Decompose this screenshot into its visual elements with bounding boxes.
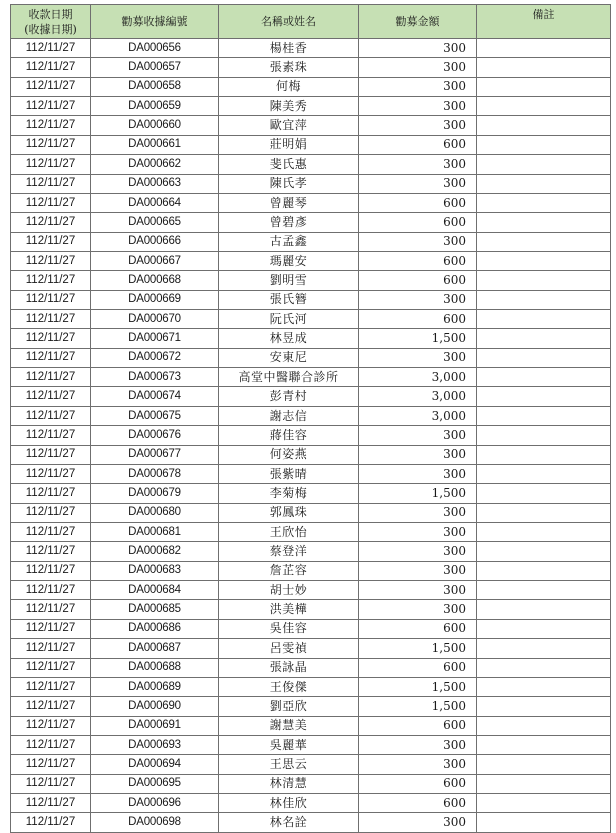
receipt-number-cell: DA000677 [91, 445, 219, 464]
donor-name-cell: 何姿燕 [219, 445, 359, 464]
header-amount: 勸募金額 [359, 5, 477, 39]
donor-name-cell: 劉亞欣 [219, 697, 359, 716]
note-cell [477, 329, 611, 348]
receipt-date-cell: 112/11/27 [11, 484, 91, 503]
note-cell [477, 348, 611, 367]
receipt-date-cell: 112/11/27 [11, 77, 91, 96]
receipt-date-cell: 112/11/27 [11, 116, 91, 135]
receipt-date-cell: 112/11/27 [11, 39, 91, 58]
receipt-number-cell: DA000680 [91, 503, 219, 522]
note-cell [477, 97, 611, 116]
amount-cell: 600 [359, 774, 477, 793]
table-row [11, 464, 611, 483]
donor-name-cell: 阮氏河 [219, 310, 359, 329]
header-receipt-date [11, 5, 91, 39]
table-row [11, 503, 611, 522]
receipt-date-cell: 112/11/27 [11, 735, 91, 754]
amount-cell: 600 [359, 251, 477, 270]
table-row [11, 97, 611, 116]
amount-cell: 1,500 [359, 697, 477, 716]
receipt-date-cell: 112/11/27 [11, 135, 91, 154]
receipt-date-cell: 112/11/27 [11, 368, 91, 387]
note-cell [477, 77, 611, 96]
receipt-number-cell: DA000698 [91, 813, 219, 832]
table-row [11, 658, 611, 677]
donor-name-cell: 洪美樺 [219, 600, 359, 619]
receipt-number-cell: DA000667 [91, 251, 219, 270]
amount-cell: 300 [359, 522, 477, 541]
table-row [11, 310, 611, 329]
header-note: 備註 [477, 5, 611, 39]
receipt-number-cell: DA000670 [91, 310, 219, 329]
note-cell [477, 155, 611, 174]
receipt-number-cell: DA000693 [91, 735, 219, 754]
receipt-number-cell: DA000669 [91, 290, 219, 309]
donor-name-cell: 楊桂香 [219, 39, 359, 58]
amount-cell: 600 [359, 213, 477, 232]
amount-cell: 3,000 [359, 406, 477, 425]
receipt-date-cell: 112/11/27 [11, 445, 91, 464]
amount-cell: 3,000 [359, 387, 477, 406]
table-row [11, 155, 611, 174]
donor-name-cell: 瑪麗安 [219, 251, 359, 270]
donor-name-cell: 歐宜萍 [219, 116, 359, 135]
receipt-date-cell: 112/11/27 [11, 794, 91, 813]
receipt-number-cell: DA000689 [91, 677, 219, 696]
table-row [11, 716, 611, 735]
note-cell [477, 271, 611, 290]
header-donor-name: 名稱或姓名 [219, 5, 359, 39]
receipt-number-cell: DA000678 [91, 464, 219, 483]
receipt-date-cell: 112/11/27 [11, 658, 91, 677]
amount-cell: 1,500 [359, 484, 477, 503]
donor-name-cell: 張素珠 [219, 58, 359, 77]
donor-name-cell: 莊明娟 [219, 135, 359, 154]
table-row [11, 174, 611, 193]
note-cell [477, 290, 611, 309]
table-row [11, 813, 611, 832]
note-cell [477, 135, 611, 154]
receipt-date-cell: 112/11/27 [11, 503, 91, 522]
receipt-date-cell: 112/11/27 [11, 581, 91, 600]
donor-name-cell: 張紫晴 [219, 464, 359, 483]
table-row [11, 251, 611, 270]
receipt-number-cell: DA000676 [91, 426, 219, 445]
receipt-date-cell: 112/11/27 [11, 639, 91, 658]
header-receipt-number: 勸募收據編號 [91, 5, 219, 39]
donor-name-cell: 張詠晶 [219, 658, 359, 677]
receipt-number-cell: DA000657 [91, 58, 219, 77]
donor-name-cell: 安東尼 [219, 348, 359, 367]
donor-name-cell: 詹芷容 [219, 561, 359, 580]
donor-name-cell: 蔣佳容 [219, 426, 359, 445]
amount-cell: 300 [359, 155, 477, 174]
receipt-date-cell: 112/11/27 [11, 213, 91, 232]
receipt-date-cell: 112/11/27 [11, 193, 91, 212]
amount-cell: 1,500 [359, 329, 477, 348]
receipt-number-cell: DA000675 [91, 406, 219, 425]
note-cell [477, 755, 611, 774]
donor-name-cell: 呂雯禎 [219, 639, 359, 658]
table-row [11, 77, 611, 96]
receipt-number-cell: DA000679 [91, 484, 219, 503]
receipt-date-cell: 112/11/27 [11, 755, 91, 774]
table-row [11, 368, 611, 387]
donor-name-cell: 王俊傑 [219, 677, 359, 696]
donor-name-cell: 斐氏惠 [219, 155, 359, 174]
note-cell [477, 213, 611, 232]
table-header-row [11, 5, 611, 39]
note-cell [477, 387, 611, 406]
receipt-date-cell: 112/11/27 [11, 387, 91, 406]
table-row [11, 290, 611, 309]
donor-name-cell: 蔡登洋 [219, 542, 359, 561]
receipt-number-cell: DA000660 [91, 116, 219, 135]
amount-cell: 600 [359, 794, 477, 813]
amount-cell: 300 [359, 39, 477, 58]
amount-cell: 300 [359, 348, 477, 367]
amount-cell: 600 [359, 310, 477, 329]
note-cell [477, 251, 611, 270]
receipt-date-cell: 112/11/27 [11, 600, 91, 619]
donor-name-cell: 郭鳳珠 [219, 503, 359, 522]
note-cell [477, 581, 611, 600]
receipt-number-cell: DA000686 [91, 619, 219, 638]
donor-name-cell: 陳美秀 [219, 97, 359, 116]
amount-cell: 300 [359, 600, 477, 619]
table-row [11, 426, 611, 445]
note-cell [477, 716, 611, 735]
note-cell [477, 193, 611, 212]
note-cell [477, 813, 611, 832]
amount-cell: 600 [359, 193, 477, 212]
receipt-date-cell: 112/11/27 [11, 464, 91, 483]
donor-name-cell: 吳佳容 [219, 619, 359, 638]
amount-cell: 300 [359, 464, 477, 483]
note-cell [477, 639, 611, 658]
donor-name-cell: 王思云 [219, 755, 359, 774]
receipt-number-cell: DA000684 [91, 581, 219, 600]
table-row [11, 232, 611, 251]
table-row [11, 581, 611, 600]
note-cell [477, 368, 611, 387]
note-cell [477, 464, 611, 483]
receipt-date-cell: 112/11/27 [11, 813, 91, 832]
amount-cell: 300 [359, 542, 477, 561]
donor-name-cell: 高堂中醫聯合診所 [219, 368, 359, 387]
table-row [11, 619, 611, 638]
amount-cell: 300 [359, 77, 477, 96]
ledger-body [11, 39, 611, 833]
receipt-date-cell: 112/11/27 [11, 329, 91, 348]
receipt-number-cell: DA000685 [91, 600, 219, 619]
receipt-number-cell: DA000671 [91, 329, 219, 348]
note-cell [477, 484, 611, 503]
amount-cell: 300 [359, 503, 477, 522]
receipt-date-cell: 112/11/27 [11, 271, 91, 290]
receipt-number-cell: DA000658 [91, 77, 219, 96]
donor-name-cell: 林名詮 [219, 813, 359, 832]
receipt-date-cell: 112/11/27 [11, 310, 91, 329]
note-cell [477, 39, 611, 58]
note-cell [477, 58, 611, 77]
donor-name-cell: 謝志信 [219, 406, 359, 425]
note-cell [477, 697, 611, 716]
note-cell [477, 561, 611, 580]
table-row [11, 406, 611, 425]
table-row [11, 271, 611, 290]
amount-cell: 300 [359, 97, 477, 116]
amount-cell: 300 [359, 755, 477, 774]
table-row [11, 774, 611, 793]
table-row [11, 794, 611, 813]
receipt-number-cell: DA000664 [91, 193, 219, 212]
receipt-number-cell: DA000661 [91, 135, 219, 154]
donor-name-cell: 李菊梅 [219, 484, 359, 503]
note-cell [477, 794, 611, 813]
amount-cell: 300 [359, 174, 477, 193]
receipt-date-cell: 112/11/27 [11, 174, 91, 193]
receipt-number-cell: DA000662 [91, 155, 219, 174]
amount-cell: 300 [359, 58, 477, 77]
receipt-number-cell: DA000681 [91, 522, 219, 541]
receipt-number-cell: DA000666 [91, 232, 219, 251]
amount-cell: 3,000 [359, 368, 477, 387]
receipt-number-cell: DA000688 [91, 658, 219, 677]
receipt-number-cell: DA000665 [91, 213, 219, 232]
note-cell [477, 542, 611, 561]
donor-name-cell: 古孟鑫 [219, 232, 359, 251]
table-row [11, 561, 611, 580]
donor-name-cell: 林佳欣 [219, 794, 359, 813]
donor-name-cell: 陳氏孝 [219, 174, 359, 193]
table-row [11, 213, 611, 232]
amount-cell: 600 [359, 658, 477, 677]
receipt-date-cell: 112/11/27 [11, 251, 91, 270]
table-row [11, 39, 611, 58]
table-row [11, 348, 611, 367]
receipt-date-cell: 112/11/27 [11, 58, 91, 77]
receipt-date-cell: 112/11/27 [11, 348, 91, 367]
receipt-number-cell: DA000659 [91, 97, 219, 116]
table-row [11, 600, 611, 619]
amount-cell: 300 [359, 116, 477, 135]
note-cell [477, 658, 611, 677]
table-row [11, 755, 611, 774]
note-cell [477, 677, 611, 696]
header-receipt-date-line2: (收據日期) [24, 22, 77, 36]
note-cell [477, 619, 611, 638]
table-row [11, 329, 611, 348]
amount-cell: 300 [359, 426, 477, 445]
receipt-date-cell: 112/11/27 [11, 677, 91, 696]
donor-name-cell: 王欣怡 [219, 522, 359, 541]
receipt-number-cell: DA000695 [91, 774, 219, 793]
receipt-number-cell: DA000682 [91, 542, 219, 561]
receipt-number-cell: DA000672 [91, 348, 219, 367]
table-row [11, 387, 611, 406]
note-cell [477, 310, 611, 329]
amount-cell: 300 [359, 813, 477, 832]
table-row [11, 522, 611, 541]
receipt-date-cell: 112/11/27 [11, 774, 91, 793]
receipt-number-cell: DA000694 [91, 755, 219, 774]
receipt-date-cell: 112/11/27 [11, 406, 91, 425]
amount-cell: 300 [359, 581, 477, 600]
receipt-date-cell: 112/11/27 [11, 542, 91, 561]
receipt-date-cell: 112/11/27 [11, 232, 91, 251]
table-row [11, 484, 611, 503]
amount-cell: 300 [359, 290, 477, 309]
receipt-date-cell: 112/11/27 [11, 697, 91, 716]
amount-cell: 600 [359, 716, 477, 735]
note-cell [477, 445, 611, 464]
receipt-date-cell: 112/11/27 [11, 561, 91, 580]
amount-cell: 300 [359, 561, 477, 580]
amount-cell: 300 [359, 735, 477, 754]
receipt-number-cell: DA000690 [91, 697, 219, 716]
amount-cell: 300 [359, 445, 477, 464]
receipt-number-cell: DA000673 [91, 368, 219, 387]
table-row [11, 639, 611, 658]
receipt-date-cell: 112/11/27 [11, 619, 91, 638]
amount-cell: 600 [359, 135, 477, 154]
table-row [11, 135, 611, 154]
amount-cell: 1,500 [359, 677, 477, 696]
table-row [11, 735, 611, 754]
note-cell [477, 522, 611, 541]
table-row [11, 697, 611, 716]
donor-name-cell: 林清慧 [219, 774, 359, 793]
donor-name-cell: 彭青村 [219, 387, 359, 406]
table-row [11, 677, 611, 696]
receipt-date-cell: 112/11/27 [11, 155, 91, 174]
note-cell [477, 503, 611, 522]
donor-name-cell: 劉明雪 [219, 271, 359, 290]
donor-name-cell: 胡士妙 [219, 581, 359, 600]
receipt-date-cell: 112/11/27 [11, 290, 91, 309]
note-cell [477, 116, 611, 135]
receipt-date-cell: 112/11/27 [11, 426, 91, 445]
note-cell [477, 406, 611, 425]
donor-name-cell: 張氏簪 [219, 290, 359, 309]
donor-name-cell: 吳麗華 [219, 735, 359, 754]
note-cell [477, 735, 611, 754]
note-cell [477, 232, 611, 251]
donation-ledger-table [10, 4, 611, 833]
receipt-number-cell: DA000674 [91, 387, 219, 406]
receipt-number-cell: DA000668 [91, 271, 219, 290]
receipt-date-cell: 112/11/27 [11, 522, 91, 541]
donor-name-cell: 謝慧美 [219, 716, 359, 735]
note-cell [477, 174, 611, 193]
amount-cell: 1,500 [359, 639, 477, 658]
receipt-date-cell: 112/11/27 [11, 97, 91, 116]
donor-name-cell: 林昱成 [219, 329, 359, 348]
table-row [11, 193, 611, 212]
receipt-number-cell: DA000691 [91, 716, 219, 735]
amount-cell: 300 [359, 232, 477, 251]
receipt-number-cell: DA000683 [91, 561, 219, 580]
header-receipt-date-line1: 收款日期 [28, 7, 73, 21]
amount-cell: 600 [359, 271, 477, 290]
table-row [11, 116, 611, 135]
receipt-date-cell: 112/11/27 [11, 716, 91, 735]
table-row [11, 58, 611, 77]
note-cell [477, 774, 611, 793]
note-cell [477, 600, 611, 619]
receipt-number-cell: DA000696 [91, 794, 219, 813]
donor-name-cell: 曾碧彥 [219, 213, 359, 232]
note-cell [477, 426, 611, 445]
table-row [11, 445, 611, 464]
receipt-number-cell: DA000656 [91, 39, 219, 58]
receipt-number-cell: DA000663 [91, 174, 219, 193]
donor-name-cell: 曾麗琴 [219, 193, 359, 212]
table-row [11, 542, 611, 561]
donor-name-cell: 何梅 [219, 77, 359, 96]
amount-cell: 600 [359, 619, 477, 638]
receipt-number-cell: DA000687 [91, 639, 219, 658]
